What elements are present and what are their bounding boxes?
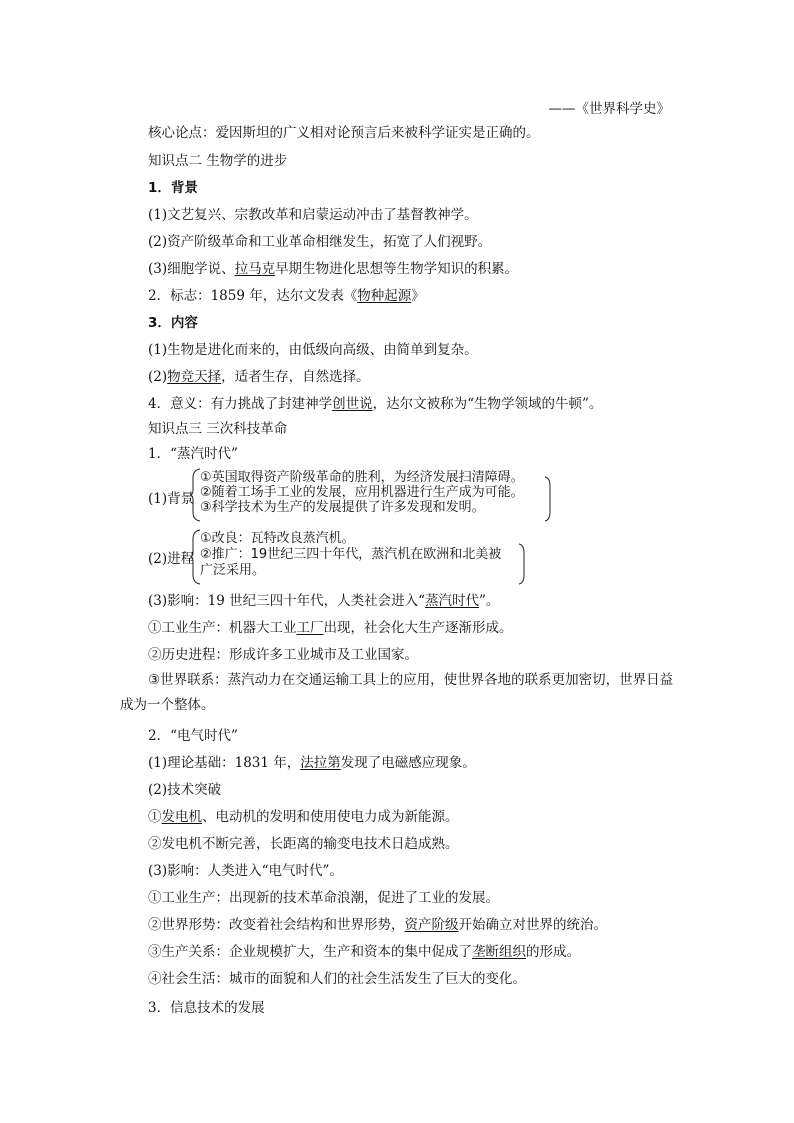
electric-impact-item-1: ①工业生产：出现新的技术革命浪潮，促进了工业的发展。 bbox=[148, 890, 499, 906]
core-point: 核心论点：爱因斯坦的广义相对论预言后来被科学证实是正确的。 bbox=[148, 125, 540, 141]
list-item: ①改良：瓦特改良蒸汽机。 bbox=[200, 531, 355, 546]
text: 2．标志：1859 年，达尔文发表《 bbox=[148, 288, 358, 304]
text: 开始确立对世界的统治。 bbox=[458, 917, 607, 933]
kp2-bg-item-3 bbox=[148, 260, 518, 278]
kp3-title: 知识点三 三次科技革命 bbox=[148, 421, 288, 437]
electric-age-heading: 2．“电气时代” bbox=[148, 728, 238, 744]
text: (3)影响：19 世纪三四十年代，人类社会进入“ bbox=[148, 593, 425, 609]
text: 出现，社会化大生产逐渐形成。 bbox=[323, 620, 513, 636]
list-item: ②随着工场手工业的发展，应用机器进行生产成为可能。 bbox=[200, 485, 524, 500]
keyword-lamarck: 拉马克 bbox=[234, 261, 276, 277]
kp2-content-item-1: (1)生物是进化而来的，由低级向高级、由简单到复杂。 bbox=[148, 342, 478, 358]
right-brace-icon bbox=[518, 543, 528, 585]
list-item: 广泛采用。 bbox=[200, 563, 266, 578]
steam-impact-item-3: ③世界联系：蒸汽动力在交通运输工具上的应用，使世界各地的联系更加密切，世界日益成为一个整体。 bbox=[120, 672, 674, 713]
electric-impact-item-4: ④社会生活：城市的面貌和人们的社会生活发生了巨大的变化。 bbox=[148, 971, 526, 987]
steam-progress-group bbox=[148, 529, 568, 585]
electric-impact-item-3 bbox=[148, 943, 580, 961]
steam-impact-item-2: ②历史进程：形成许多工业城市及工业国家。 bbox=[148, 647, 418, 663]
electric-impact-item-2 bbox=[148, 916, 607, 934]
text: 》 bbox=[411, 288, 425, 304]
steam-impact-item-1 bbox=[148, 619, 513, 637]
steam-age-heading: 1．“蒸汽时代” bbox=[148, 446, 238, 462]
kp2-mark bbox=[148, 287, 425, 305]
steam-progress-label: (2)进程 bbox=[148, 551, 195, 567]
kp2-title: 知识点二 生物学的进步 bbox=[148, 153, 288, 169]
keyword-bourgeoisie: 资产阶级 bbox=[404, 917, 459, 933]
electric-tech-heading: (2)技术突破 bbox=[148, 782, 222, 798]
keyword-natural-selection: 物竞天择 bbox=[167, 369, 222, 385]
steam-impact bbox=[148, 592, 499, 610]
text: ”。 bbox=[479, 593, 500, 609]
text: (3)细胞学说、 bbox=[148, 261, 235, 277]
text: (1)理论基础：1831 年， bbox=[148, 755, 301, 771]
keyword-faraday: 法拉第 bbox=[300, 755, 341, 771]
text: 4．意义：有力挑战了封建神学 bbox=[148, 396, 333, 412]
text: ① bbox=[148, 809, 162, 825]
keyword-steam-age: 蒸汽时代 bbox=[425, 593, 479, 609]
electric-tech-item-2: ②发电机不断完善，长距离的输变电技术日趋成熟。 bbox=[148, 836, 459, 852]
steam-background-group bbox=[148, 468, 568, 522]
steam-background-label: (1)背景 bbox=[148, 491, 195, 507]
list-item: ②推广：19世纪三四十年代，蒸汽机在欧洲和北美被 bbox=[200, 547, 502, 562]
text: 早期生物进化思想等生物学知识的积累。 bbox=[275, 261, 519, 277]
info-tech-heading: 3．信息技术的发展 bbox=[148, 1000, 265, 1016]
kp2-bg-item-1: (1)文艺复兴、宗教改革和启蒙运动冲击了基督教神学。 bbox=[148, 207, 478, 223]
electric-theory bbox=[148, 754, 476, 772]
keyword-creationism: 创世说 bbox=[332, 396, 373, 412]
electric-tech-item-1 bbox=[148, 808, 459, 826]
text: 、电动机的发明和使用使电力成为新能源。 bbox=[202, 809, 459, 825]
kp2-bg-item-2: (2)资产阶级革命和工业革命相继发生，拓宽了人们视野。 bbox=[148, 234, 492, 250]
keyword-generator: 发电机 bbox=[161, 809, 202, 825]
steam-background-items bbox=[200, 470, 524, 515]
source-citation: ——《世界科学史》 bbox=[548, 101, 670, 117]
text: ①工业生产：机器大工业 bbox=[148, 620, 297, 636]
text: ②世界形势：改变着社会结构和世界形势， bbox=[148, 917, 405, 933]
keyword-factory: 工厂 bbox=[296, 620, 324, 636]
text: 发现了电磁感应现象。 bbox=[340, 755, 476, 771]
kp2-significance bbox=[148, 395, 602, 413]
list-item: ③科学技术为生产的发展提供了许多发现和发明。 bbox=[200, 500, 485, 515]
kp2-background-heading: 1．背景 bbox=[148, 180, 198, 196]
steam-progress-items bbox=[200, 531, 501, 579]
text: ，适者生存，自然选择。 bbox=[221, 369, 370, 385]
electric-impact: (3)影响：人类进入“电气时代”。 bbox=[148, 863, 343, 879]
kp2-content-heading: 3．内容 bbox=[148, 315, 198, 331]
text: ，达尔文被称为“生物学领域的牛顿”。 bbox=[372, 396, 603, 412]
list-item: ①英国取得资产阶级革命的胜利，为经济发展扫清障碍。 bbox=[200, 470, 524, 485]
text: ③生产关系：企业规模扩大，生产和资本的集中促成了 bbox=[148, 944, 472, 960]
kp2-content-item-2 bbox=[148, 368, 370, 386]
right-brace-icon bbox=[544, 476, 554, 522]
keyword-monopoly: 垄断组织 bbox=[472, 944, 526, 960]
keyword-origin-of-species: 物种起源 bbox=[357, 288, 412, 304]
text: 的形成。 bbox=[526, 944, 580, 960]
text: (2) bbox=[148, 369, 168, 385]
